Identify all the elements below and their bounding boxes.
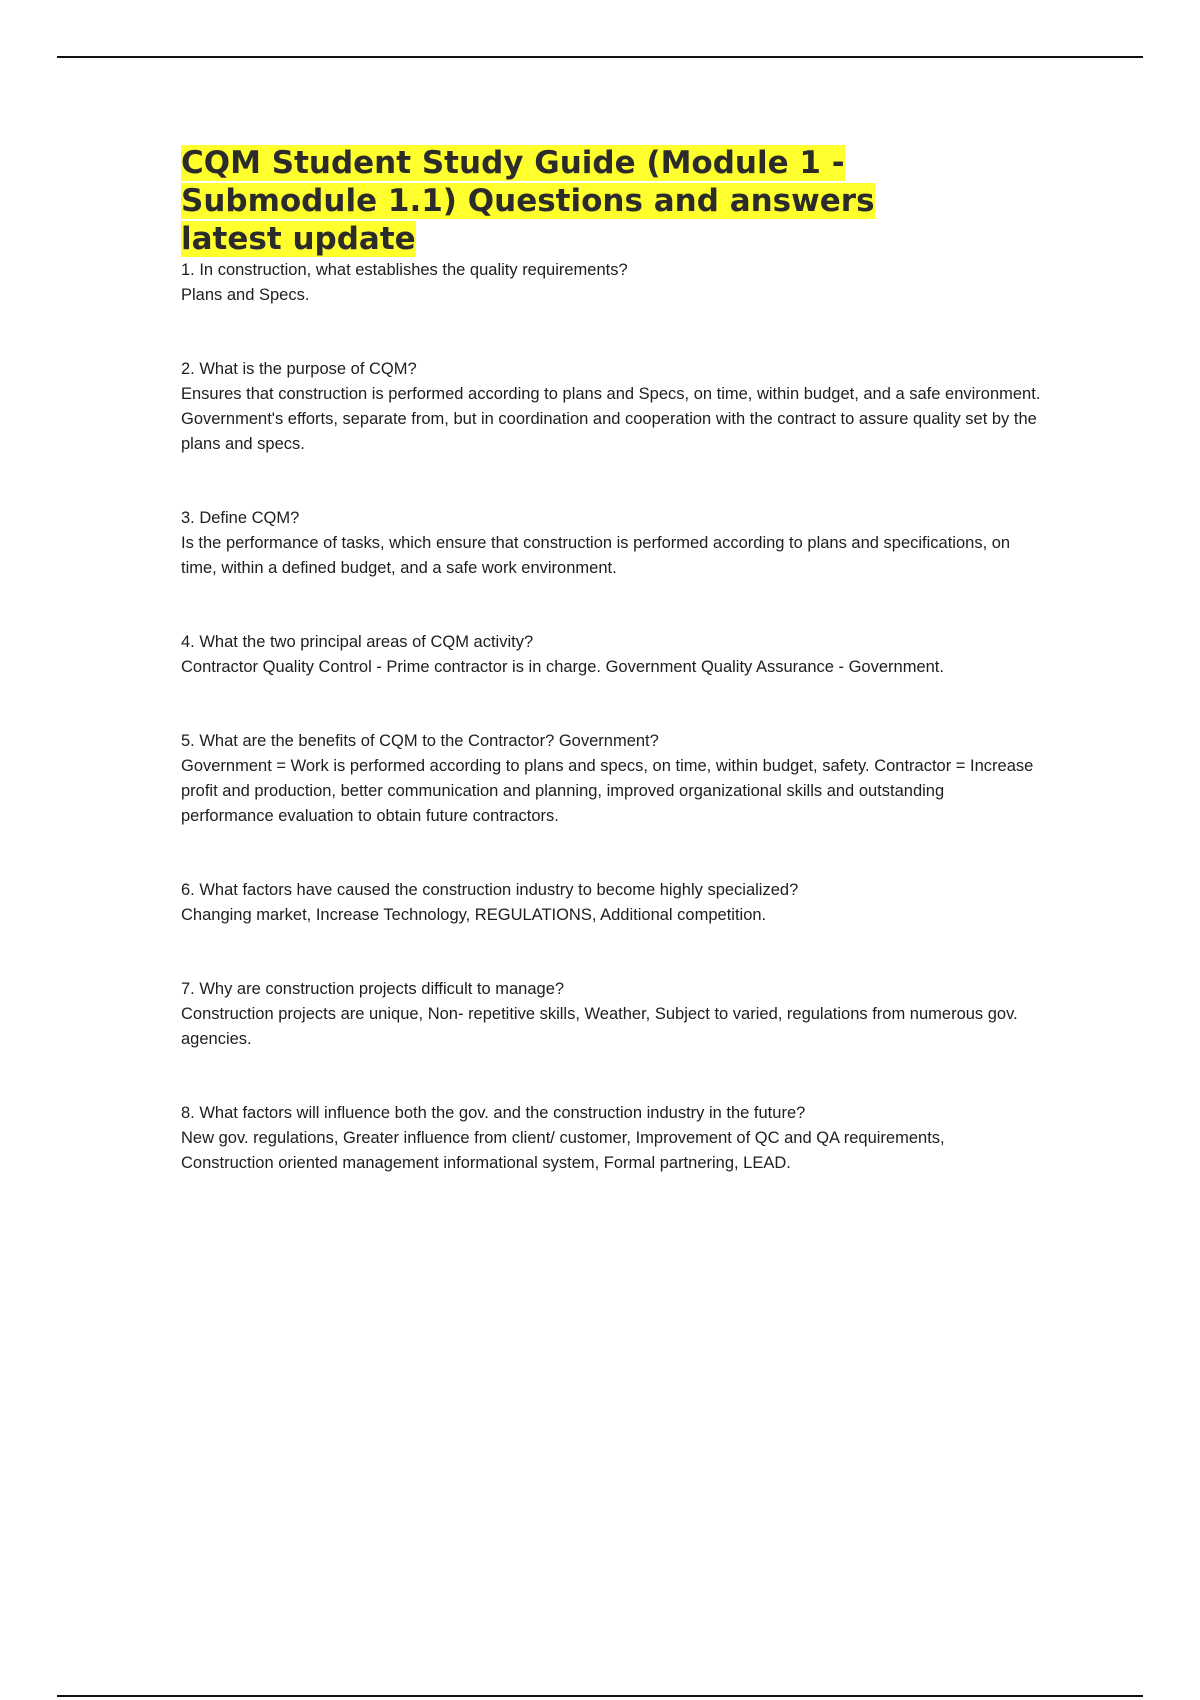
qa-item — [181, 630, 1041, 680]
question-text: 5. What are the benefits of CQM to the Contractor? Government? — [181, 732, 659, 750]
qa-list — [181, 258, 1041, 1176]
qa-item — [181, 1101, 1041, 1176]
question-text: 1. In construction, what establishes the quality requirements? — [181, 261, 628, 279]
bottom-rule — [57, 1695, 1143, 1697]
question-text: 8. What factors will influence both the gov. and the construction industry in the future? — [181, 1104, 806, 1122]
qa-item — [181, 357, 1041, 457]
question-text: 6. What factors have caused the construction industry to become highly specialized? — [181, 881, 799, 899]
answer-text: Contractor Quality Control - Prime contractor is in charge. Government Quality Assurance - Government. — [181, 658, 944, 676]
qa-item — [181, 729, 1041, 829]
qa-item — [181, 506, 1041, 581]
question-text: 3. Define CQM? — [181, 509, 300, 527]
question-text: 4. What the two principal areas of CQM activity? — [181, 633, 534, 651]
question-text: 2. What is the purpose of CQM? — [181, 360, 417, 378]
qa-item — [181, 977, 1041, 1052]
qa-item — [181, 878, 1041, 928]
answer-text: Ensures that construction is performed according to plans and Specs, on time, within budget, and a safe environment. Government's efforts, separate from, but in coordination and cooperation with the contract to assure quality set by the plans and specs. — [181, 385, 1041, 453]
document-title — [181, 144, 921, 258]
answer-text: New gov. regulations, Greater influence from client/ customer, Improvement of QC and QA requirements, Construction oriented management informational system, Formal partnering, LEAD. — [181, 1129, 945, 1172]
answer-text: Construction projects are unique, Non- repetitive skills, Weather, Subject to varied, regulations from numerous gov. agencies. — [181, 1005, 1018, 1048]
top-rule — [57, 56, 1143, 58]
answer-text: Government = Work is performed according to plans and specs, on time, within budget, safety. Contractor = Increase profit and production, better communication and planning, improved organizational skills and outstanding performance evaluation to obtain future contractors. — [181, 757, 1034, 825]
question-text: 7. Why are construction projects difficult to manage? — [181, 980, 565, 998]
title-highlight: CQM Student Study Guide (Module 1 - Submodule 1.1) Questions and answers latest update — [181, 145, 875, 257]
answer-text: Changing market, Increase Technology, REGULATIONS, Additional competition. — [181, 906, 767, 924]
qa-item — [181, 258, 1041, 308]
answer-text: Plans and Specs. — [181, 286, 310, 304]
answer-text: Is the performance of tasks, which ensure that construction is performed according to plans and specifications, on time, within a defined budget, and a safe work environment. — [181, 534, 1011, 577]
document-body — [181, 144, 1041, 1225]
